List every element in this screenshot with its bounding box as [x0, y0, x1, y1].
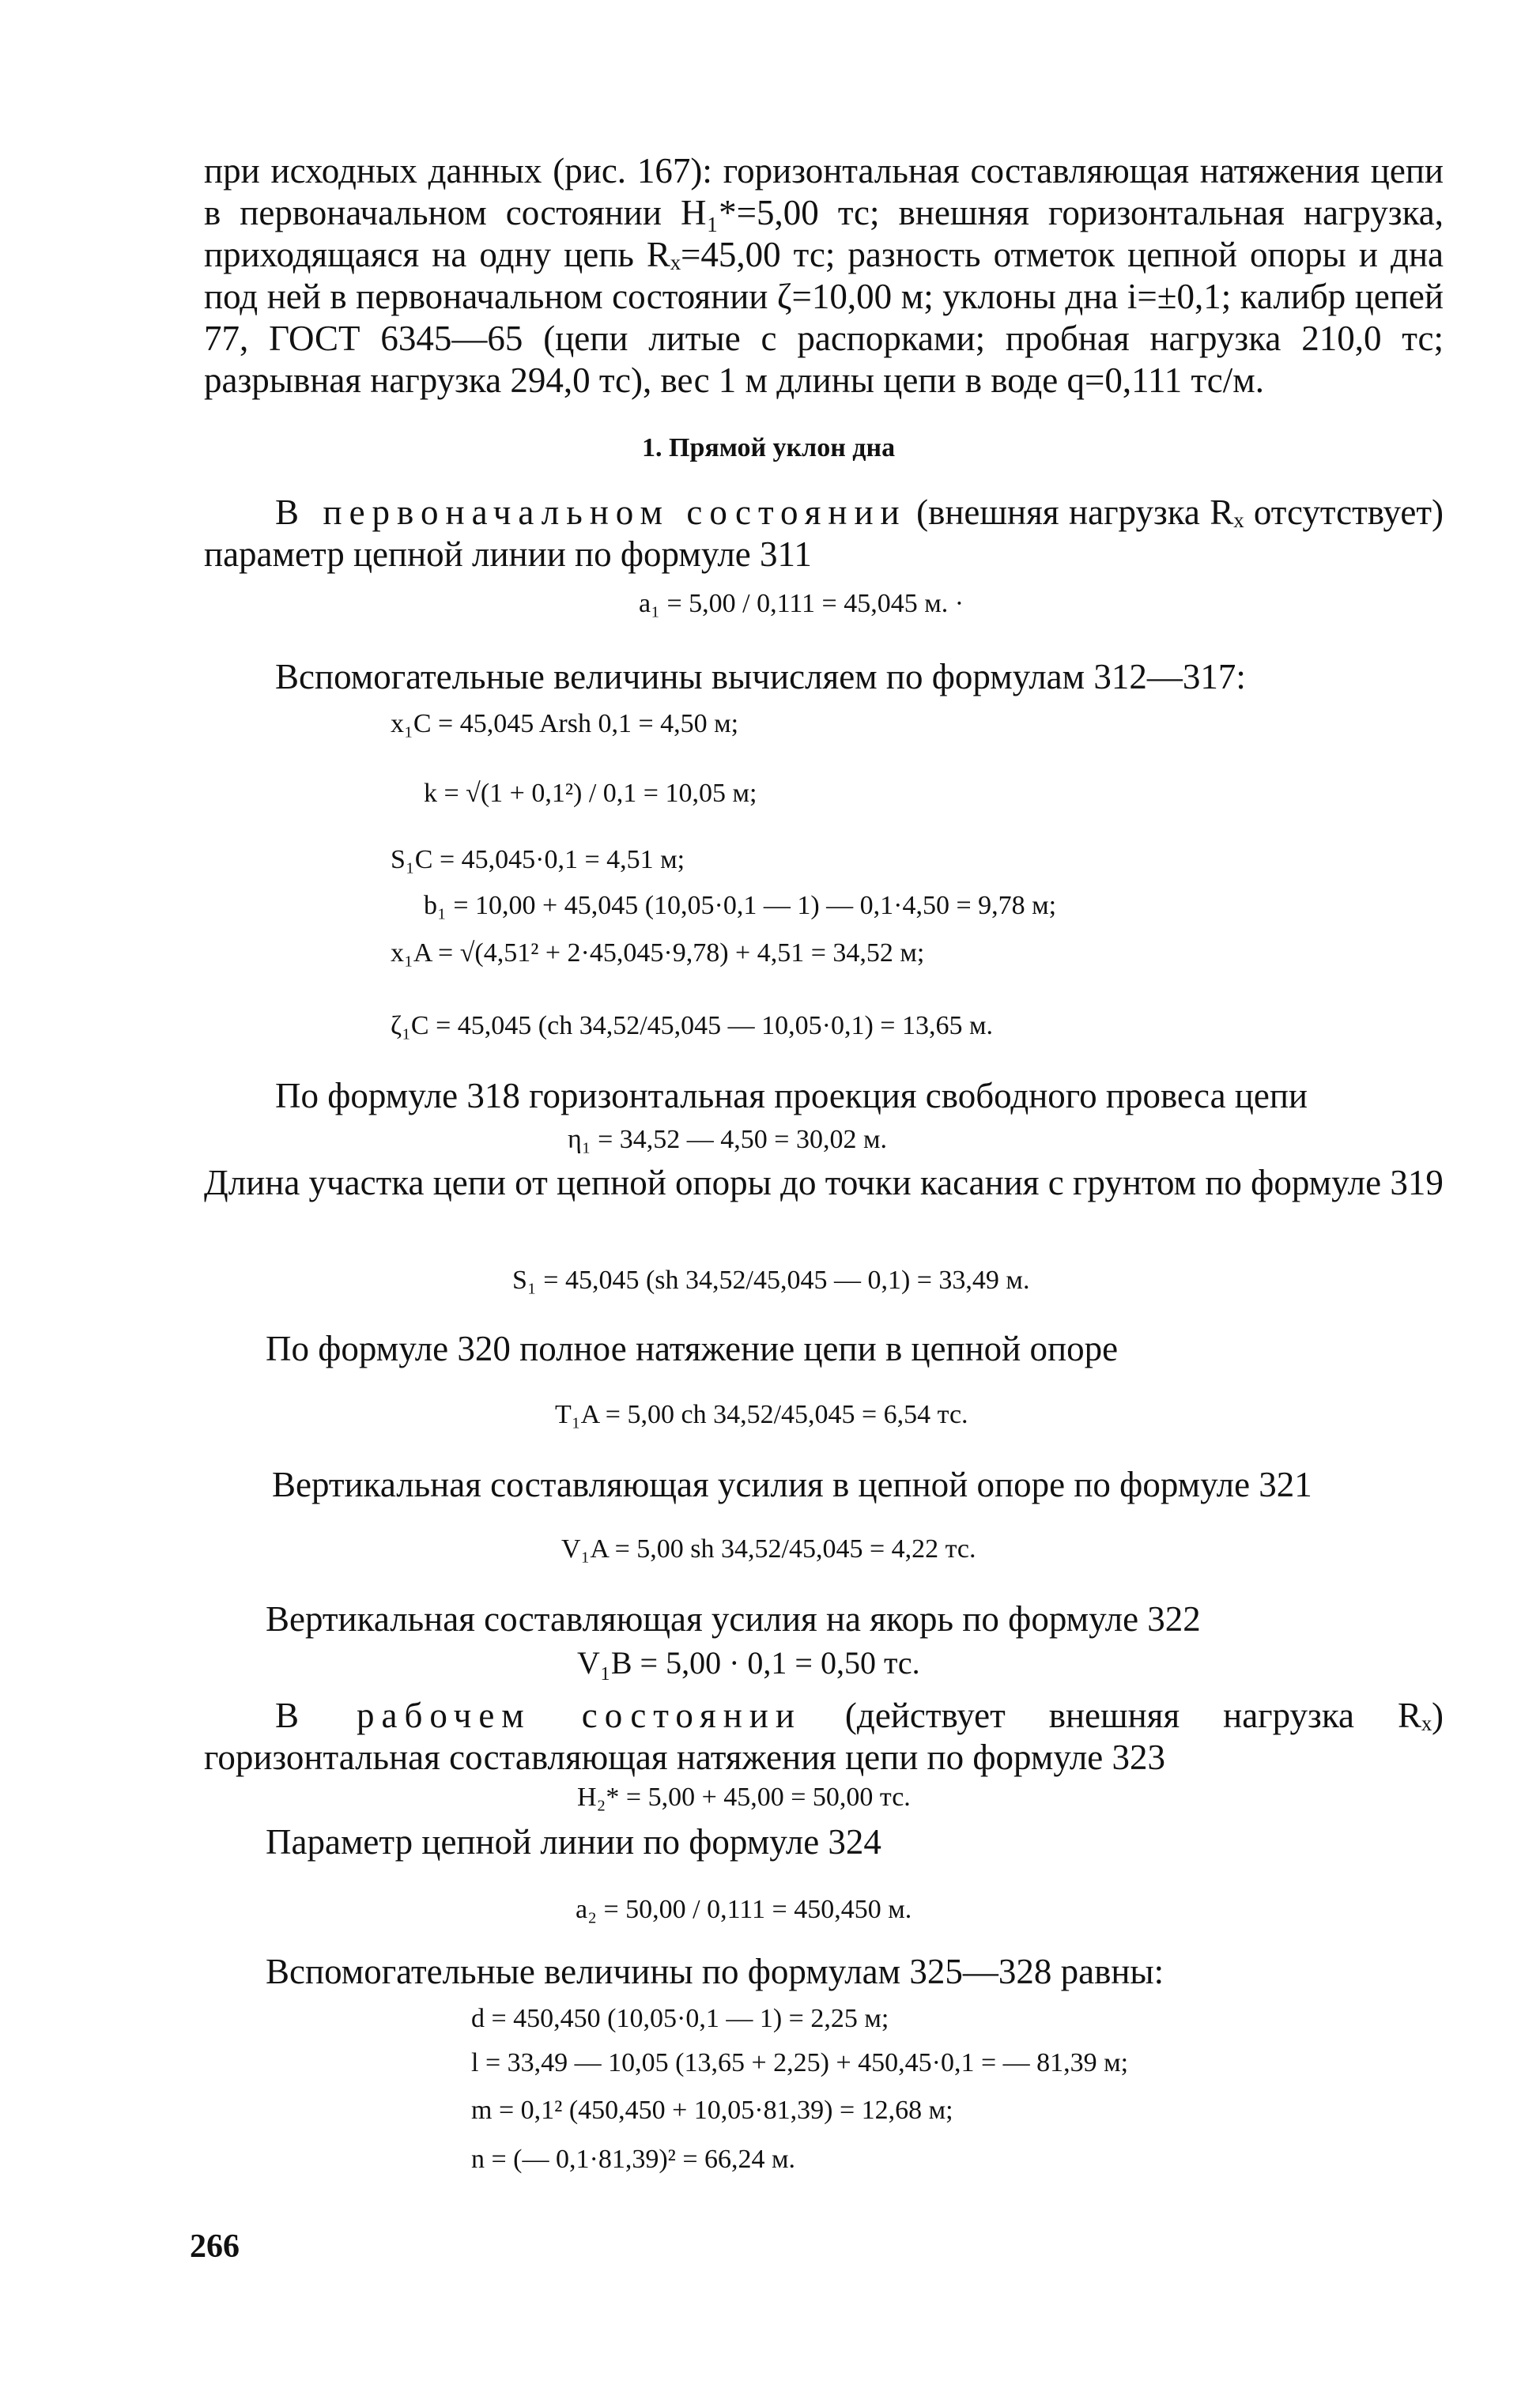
formula-d: d = 450,450 (10,05·0,1 — 1) = 2,25 м; — [471, 2004, 889, 2033]
formula-b1: b₁ = 10,00 + 45,045 (10,05·0,1 — 1) — 0,1·4,50 = 9,78 м; — [424, 891, 1057, 920]
formula-k: k = √(1 + 0,1²) / 0,1 = 10,05 м; — [424, 779, 757, 808]
formula-n: n = (— 0,1·81,39)² = 66,24 м. — [471, 2145, 796, 2174]
paragraph-formula-320: По формуле 320 полное натяжение цепи в цепной опоре — [266, 1329, 1119, 1368]
formula-v1b: V₁B = 5,00 · 0,1 = 0,50 тс. — [577, 1645, 920, 1681]
section-heading: 1. Прямой уклон дна — [642, 433, 896, 462]
formula-x1c: x₁C = 45,045 Arsh 0,1 = 4,50 м; — [391, 709, 739, 738]
formula-s1: S₁ = 45,045 (sh 34,52/45,045 — 0,1) = 33,49 м. — [512, 1266, 1030, 1295]
formula-t1a: T₁A = 5,00 ch 34,52/45,045 = 6,54 тс. — [555, 1400, 968, 1429]
formula-m: m = 0,1² (450,450 + 10,05·81,39) = 12,68 м; — [471, 2096, 953, 2125]
formula-eta1: η₁ = 34,52 — 4,50 = 30,02 м. — [568, 1125, 887, 1154]
paragraph-working-state-text: (действует внешняя нагрузка Rₓ) горизонтальная составляющая натяжения цепи по формуле 323 — [204, 1696, 1444, 1777]
paragraph-initial-state — [204, 492, 1444, 575]
paragraph-working-state — [204, 1695, 1444, 1779]
formula-a1: a₁ = 5,00 / 0,111 = 45,045 м. · — [639, 589, 964, 618]
formula-v1a: V₁A = 5,00 sh 34,52/45,045 = 4,22 тс. — [561, 1534, 976, 1564]
formula-zeta1c: ζ₁C = 45,045 (ch 34,52/45,045 — 10,05·0,1) = 13,65 м. — [391, 1011, 993, 1040]
formula-h2: H₂* = 5,00 + 45,00 = 50,00 тс. — [577, 1783, 911, 1812]
formula-s1c: S₁C = 45,045·0,1 = 4,51 м; — [391, 845, 685, 874]
page-number: 266 — [190, 2228, 240, 2265]
spaced-phrase-initial-state: В первоначальном состоянии — [275, 492, 907, 532]
formula-x1a: x₁A = √(4,51² + 2·45,045·9,78) + 4,51 = 34,52 м; — [391, 938, 925, 968]
spaced-phrase-working-state: В рабочем состоянии — [275, 1696, 802, 1735]
paragraph-initial-state-text: (внешняя нагрузка Rₓ отсутствует) параметр цепной линии по формуле 311 — [204, 492, 1444, 574]
paragraph-auxiliary: Вспомогательные величины вычисляем по формулам 312—317: — [275, 657, 1246, 696]
formula-a2: a₂ = 50,00 / 0,111 = 450,450 м. — [576, 1895, 912, 1924]
paragraph-formula-324: Параметр цепной линии по формуле 324 — [266, 1822, 881, 1862]
paragraph-formula-319: Длина участка цепи от цепной опоры до точки касания с грунтом по формуле 319 — [204, 1163, 1444, 1202]
paragraph-formulas-325-328: Вспомогательные величины по формулам 325—328 равны: — [266, 1952, 1164, 1991]
paragraph-formula-318: По формуле 318 горизонтальная проекция свободного провеса цепи — [275, 1076, 1308, 1115]
paragraph-formula-322: Вертикальная составляющая усилия на якорь по формуле 322 — [266, 1599, 1201, 1639]
formula-l: l = 33,49 — 10,05 (13,65 + 2,25) + 450,45·0,1 = — 81,39 м; — [471, 2048, 1129, 2077]
intro-paragraph: при исходных данных (рис. 167): горизонтальная составляющая натяжения цепи в первоначальном состоянии H₁*=5,00 тс; внешняя горизонтальная нагрузка, приходящаяся на одну цепь Rₓ=45,00 тс; разность отметок цепной опоры и дна под ней в первоначальном состоянии ζ=10,00 м; уклоны дна i=±0,1; калибр цепей 77, ГОСТ 6345—65 (цепи литые с распорками; пробная нагрузка 210,0 тс; разрывная нагрузка 294,0 тс), вес 1 м длины цепи в воде q=0,111 тс/м. — [204, 151, 1444, 400]
paragraph-formula-321: Вертикальная составляющая усилия в цепной опоре по формуле 321 — [272, 1465, 1312, 1504]
